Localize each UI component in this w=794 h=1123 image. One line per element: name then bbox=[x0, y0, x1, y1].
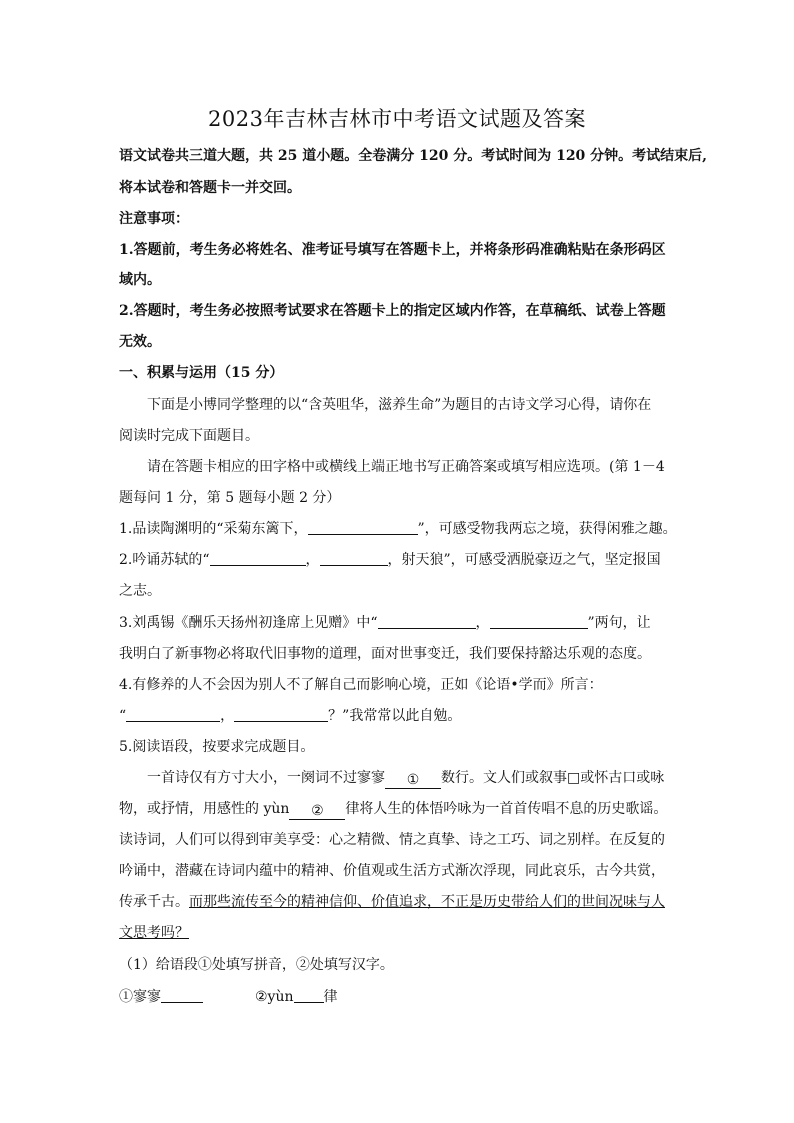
notice-item: 1.答题前，考生务必将姓名、准考证号填写在答题卡上，并将条形码准确粘贴在条形码区 bbox=[119, 242, 666, 258]
passage-text: 律将人生的体悟吟咏为一首首传唱不息的历史歌谣。 bbox=[345, 801, 668, 817]
question-5: 5.阅读语段，按要求完成题目。 bbox=[119, 739, 315, 755]
notice-item: 无效。 bbox=[119, 334, 161, 350]
underlined-sentence: 文思考吗？ bbox=[119, 925, 189, 941]
sub-question-1: （1）给语段①处填写拼音，②处填写汉字。 bbox=[119, 957, 394, 973]
sub-question-1-answers bbox=[119, 987, 338, 1007]
paragraph-line: 下面是小博同学整理的以“含英咀华，滋养生命”为题目的古诗文学习心得，请你在 bbox=[147, 397, 652, 413]
intro-line: 语文试卷共三道大题，共 25 道小题。全卷满分 120 分。考试时间为 120 分钟。考试结束后, bbox=[119, 148, 708, 164]
question-2 bbox=[119, 550, 661, 570]
answer-label: 律 bbox=[323, 989, 338, 1005]
question-text: ， bbox=[220, 708, 235, 724]
passage-blank-1 bbox=[385, 770, 441, 789]
passage-text: 数行。文人们或叙事□或怀古口或咏 bbox=[441, 770, 665, 786]
underlined-sentence: 而那些流传至今的精神信仰、价值追求，不正是历史带给人们的世间况味与人 bbox=[189, 894, 665, 910]
passage-line bbox=[119, 923, 189, 943]
answer-blank[interactable] bbox=[294, 988, 324, 1003]
intro-line: 将本试卷和答题卡一并交回。 bbox=[119, 180, 301, 196]
answer-label: ②yùn bbox=[255, 989, 294, 1005]
answer-blank[interactable] bbox=[234, 707, 328, 722]
blank-marker: ② bbox=[311, 803, 324, 819]
notice-heading: 注意事项： bbox=[119, 211, 189, 227]
paragraph-line: 阅读时完成下面题目。 bbox=[119, 428, 259, 444]
passage-line bbox=[147, 768, 664, 789]
question-text: “ bbox=[119, 708, 127, 724]
question-text: ， bbox=[475, 615, 490, 631]
passage-line: 吟诵中，潜藏在诗词内蕴中的精神、价值观或生活方式渐次浮现，同此哀乐，古今共赏， bbox=[119, 863, 665, 879]
question-3 bbox=[119, 613, 651, 633]
answer-blank[interactable] bbox=[378, 614, 476, 629]
question-text: ？”我常常以此自勉。 bbox=[328, 708, 462, 724]
question-text: ”两句，让 bbox=[587, 615, 651, 631]
notice-item: 2.答题时，考生务必按照考试要求在答题卡上的指定区域内作答，在草稿纸、试卷上答题 bbox=[119, 303, 666, 319]
answer-blank[interactable] bbox=[320, 551, 388, 566]
question-text: 1.品读陶渊明的“采菊东篱下， bbox=[119, 521, 308, 537]
blank-marker: ① bbox=[406, 772, 420, 788]
answer-blank[interactable] bbox=[210, 551, 306, 566]
answer-label: ①寥寥 bbox=[119, 989, 161, 1005]
question-4-blanks bbox=[119, 706, 461, 726]
passage-line bbox=[119, 892, 665, 912]
question-2-cont: 之志。 bbox=[119, 583, 161, 599]
answer-blank[interactable] bbox=[126, 707, 220, 722]
page-title: 2023年吉林吉林市中考语文试题及答案 bbox=[208, 107, 586, 131]
question-text: 3.刘禹锡《酬乐天扬州初逢席上见赠》中“ bbox=[119, 615, 378, 631]
paragraph-line: 题每问 1 分，第 5 题每小题 2 分） bbox=[119, 490, 341, 506]
passage-blank-2 bbox=[289, 801, 345, 820]
question-4: 4.有修养的人不会因为别人不了解自己而影响心境，正如《论语•学而》所言： bbox=[119, 677, 603, 693]
answer-blank[interactable] bbox=[490, 614, 588, 629]
question-text: 2.吟诵苏轼的“ bbox=[119, 552, 210, 568]
question-text: ”，可感受物我两忘之境，获得闲雅之趣。 bbox=[417, 521, 677, 537]
passage-text: 传承千古。 bbox=[119, 894, 189, 910]
passage-line bbox=[119, 799, 667, 820]
passage-text: 一首诗仅有方寸大小，一阕词不过寥寥 bbox=[147, 770, 385, 786]
passage-text: 物，或抒情，用感性的 yùn bbox=[119, 801, 290, 817]
question-text: ，射天狼”，可感受洒脱豪迈之气，坚定报国 bbox=[387, 552, 661, 568]
section-heading: 一、积累与运用（15 分） bbox=[119, 365, 284, 381]
passage-line: 读诗词，人们可以得到审美享受：心之精微、情之真挚、诗之工巧、词之别样。在反复的 bbox=[119, 832, 665, 848]
question-3-cont: 我明白了新事物必将取代旧事物的道理，面对世事变迁，我们要保持豁达乐观的态度。 bbox=[119, 646, 651, 662]
answer-blank[interactable] bbox=[308, 520, 418, 535]
paragraph-line: 请在答题卡相应的田字格中或横线上端正地书写正确答案或填写相应选项。(第 1－4 bbox=[147, 459, 665, 475]
answer-blank[interactable] bbox=[161, 988, 203, 1003]
notice-item: 域内。 bbox=[119, 272, 161, 288]
question-text: ， bbox=[305, 552, 320, 568]
question-1 bbox=[119, 519, 677, 539]
